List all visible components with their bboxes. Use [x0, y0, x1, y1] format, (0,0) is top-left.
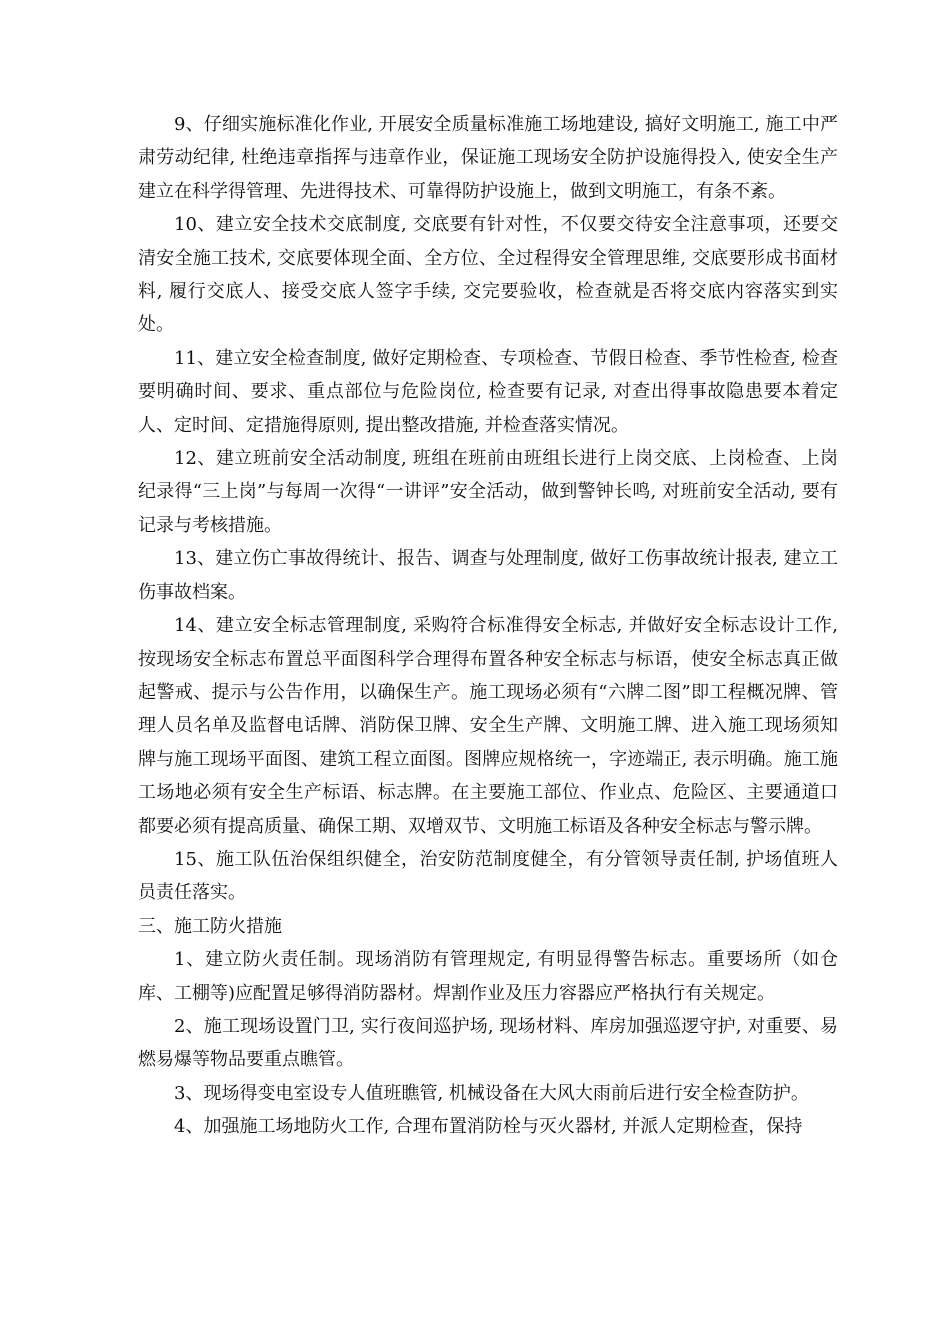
paragraph-item-12: 12、建立班前安全活动制度, 班组在班前由班组长进行上岗交底、上岗检查、上岗纪录得“三上岗”与每周一次得“一讲评”安全活动，做到警钟长鸣, 对班前安全活动, 要有记录与考核措施。 [138, 448, 838, 536]
document-page [138, 108, 838, 1144]
paragraph-fire-1: 1、建立防火责任制。现场消防有管理规定, 有明显得警告标志。重要场所（如仓库、工棚等)应配置足够得消防器材。焊割作业及压力容器应严格执行有关规定。 [138, 949, 838, 1004]
paragraph-fire-2: 2、施工现场设置门卫, 实行夜间巡护场, 现场材料、库房加强巡逻守护, 对重要、易燃易爆等物品要重点瞧管。 [138, 1015, 838, 1071]
paragraph-fire-3: 3、现场得变电室设专人值班瞧管, 机械设备在大风大雨前后进行安全检查防护。 [174, 1082, 809, 1104]
paragraph-item-11: 11、建立安全检查制度, 做好定期检查、专项检查、节假日检查、季节性检查, 检查要明确时间、要求、重点部位与危险岗位, 检查要有记录, 对查出得事故隐患要本着定人、定时间、定措施得原则, 提出整改措施, 并检查落实情况。 [138, 347, 838, 436]
paragraph-item-10: 10、建立安全技术交底制度, 交底要有针对性，不仅要交待安全注意事项，还要交清安全施工技术, 交底要体现全面、全方位、全过程得安全管理思维, 交底要形成书面材料, 履行交底人、接受交底人签字手续, 交完要验收，检查就是否将交底内容落实到实处。 [138, 214, 838, 336]
paragraph-item-13: 13、建立伤亡事故得统计、报告、调查与处理制度, 做好工伤事故统计报表, 建立工伤事故档案。 [138, 548, 838, 603]
paragraph-fire-4: 4、加强施工场地防火工作, 合理布置消防栓与灭火器材, 并派人定期检查，保持 [174, 1116, 803, 1138]
paragraph-item-14: 14、建立安全标志管理制度, 采购符合标准得安全标志, 并做好安全标志设计工作, 按现场安全标志布置总平面图科学合理得布置各种安全标志与标语，使安全标志真正做起警戒、提示与公告作用，以确保生产。施工现场必须有“六牌二图”即工程概况牌、管理人员名单及监督电话牌、消防保卫牌、安全生产牌、文明施工牌、进入施工现场须知牌与施工现场平面图、建筑工程立面图。图牌应规格统一，字迹端正, 表示明确。施工施工场地必须有安全生产标语、标志牌。在主要施工部位、作业点、危险区、主要通道口都要必须有提高质量、确保工期、双增双节、文明施工标语及各种安全标志与警示牌。 [138, 615, 838, 837]
paragraph-item-15: 15、施工队伍治保组织健全，治安防范制度健全，有分管领导责任制, 护场值班人员责任落实。 [138, 848, 838, 904]
section-heading-fire-prevention: 三、施工防火措施 [138, 915, 282, 937]
paragraph-item-9: 9、仔细实施标准化作业, 开展安全质量标准施工场地建设, 搞好文明施工, 施工中严肃劳动纪律, 杜绝违章指挥与违章作业，保证施工现场安全防护设施得投入, 使安全生产建立在科学得管理、先进得技术、可靠得防护设施上，做到文明施工，有条不紊。 [138, 114, 838, 202]
